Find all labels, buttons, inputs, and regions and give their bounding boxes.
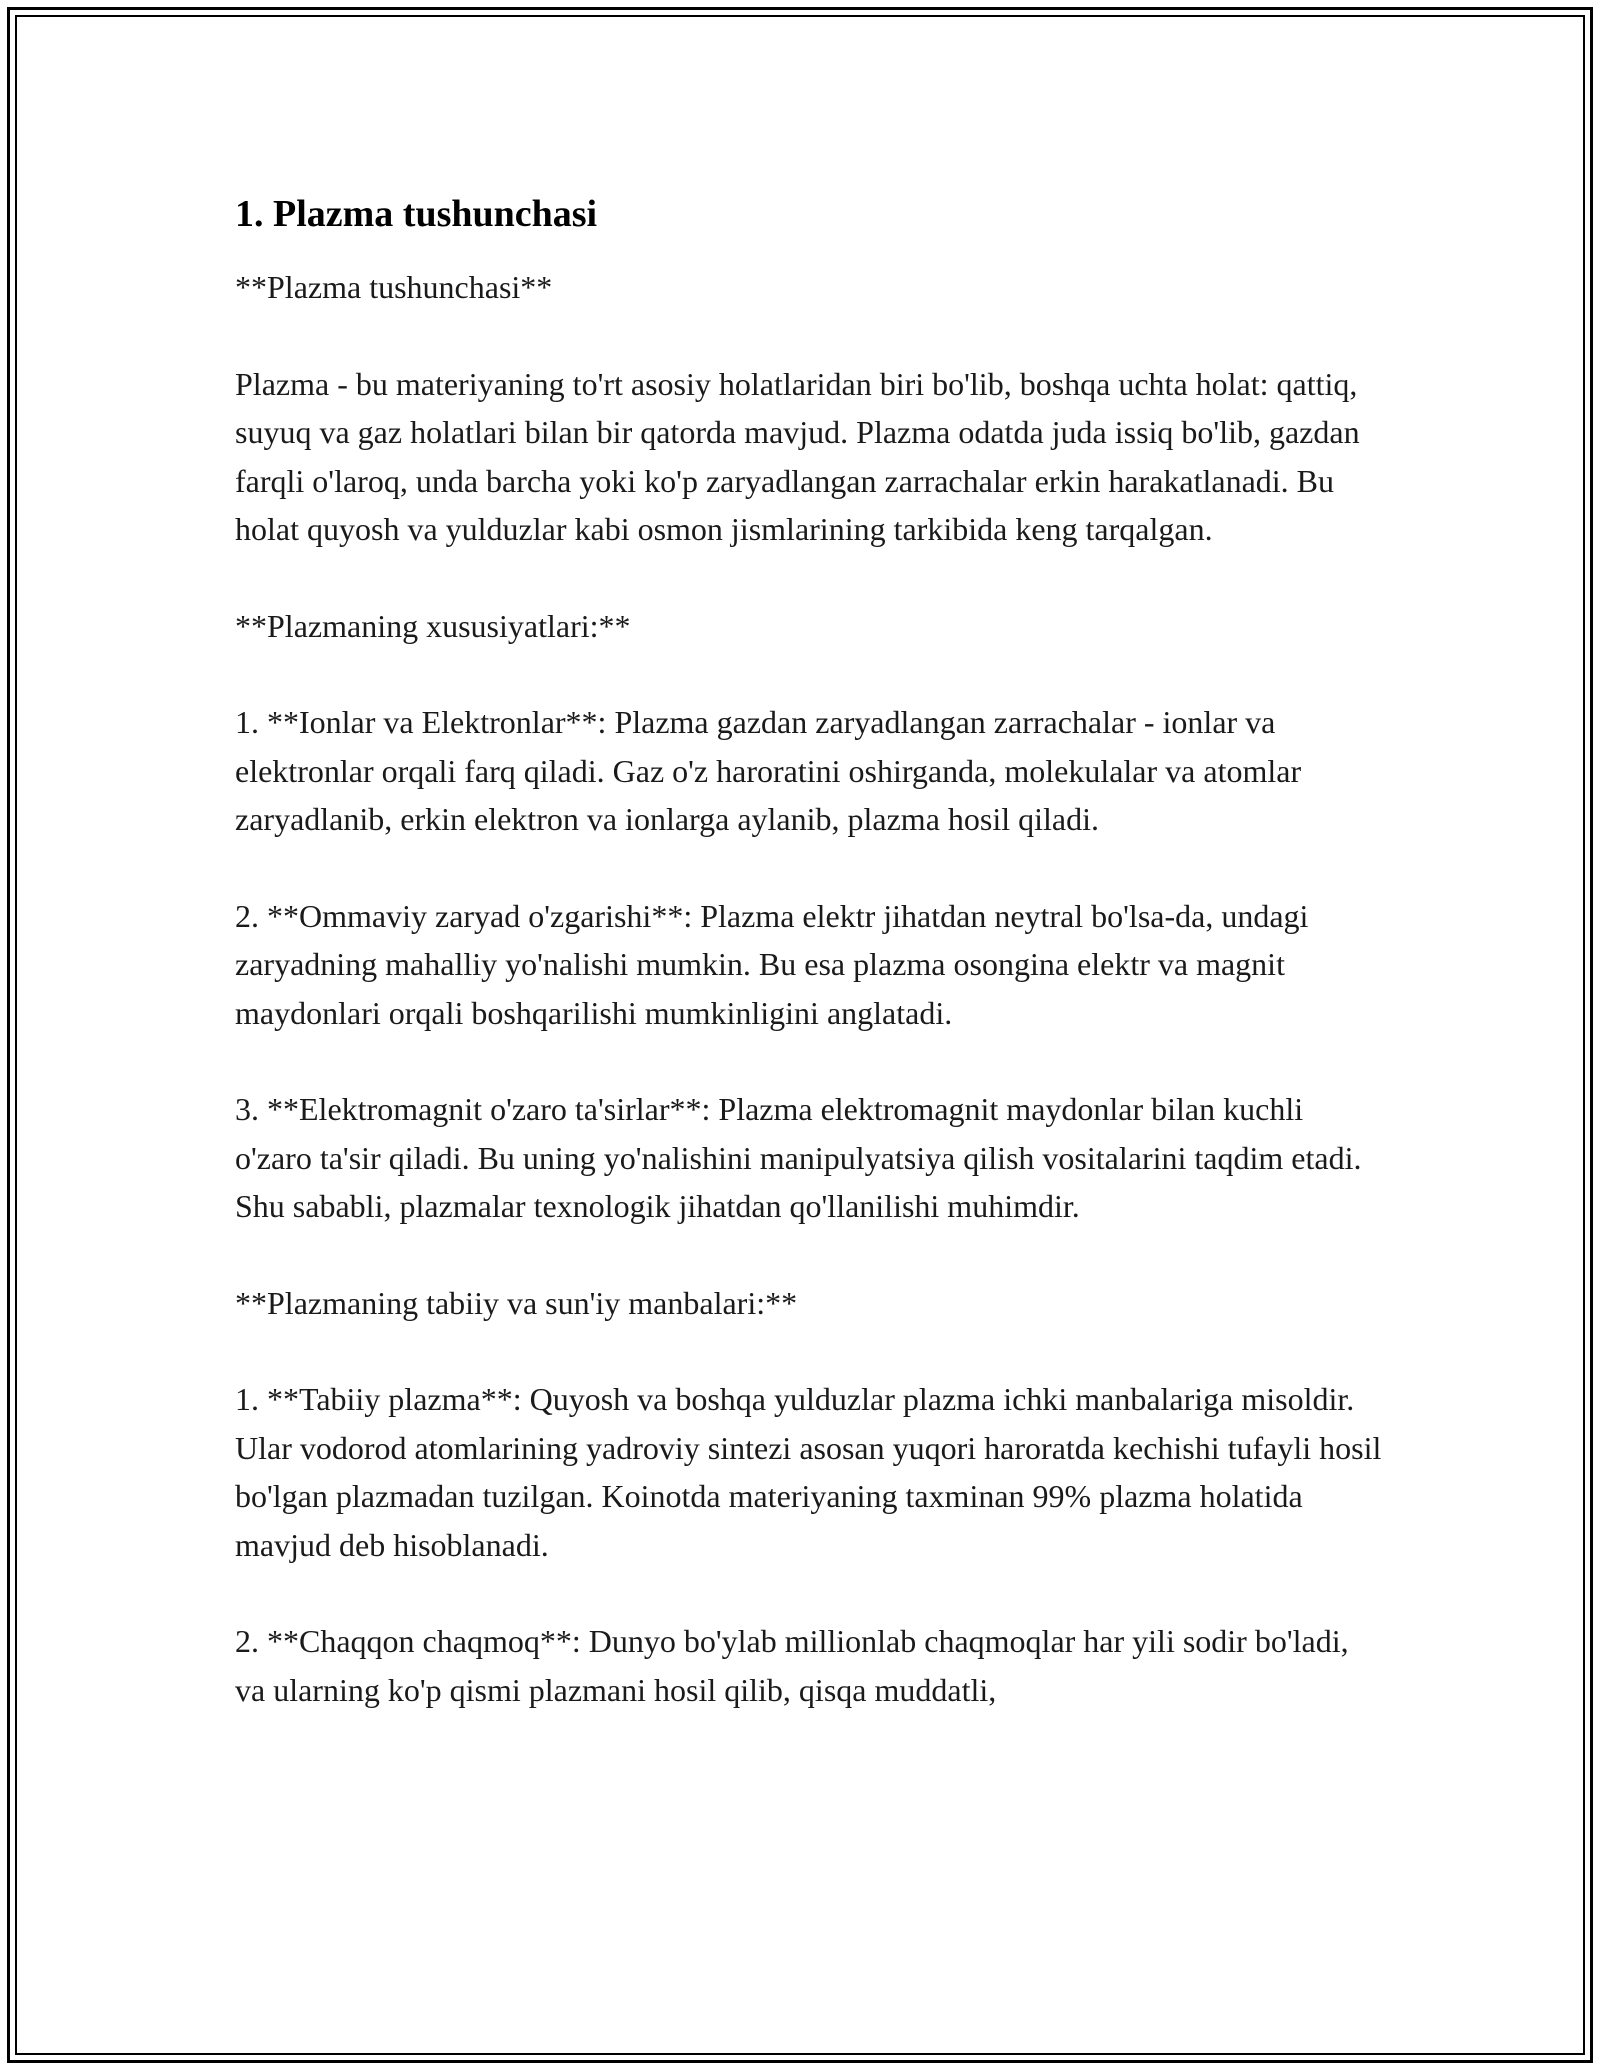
- paragraph-sources-heading: **Plazmaning tabiiy va sun'iy manbalari:**: [235, 1284, 798, 1321]
- paragraph-properties-heading: **Plazmaning xususiyatlari:**: [235, 607, 631, 644]
- paragraph-source-2: 2. **Chaqqon chaqmoq**: Dunyo bo'ylab millionlab chaqmoqlar har yili sodir bo'ladi, va ularning ko'p qismi plazmani hosil qilib, qisqa muddatli,: [235, 1623, 1349, 1708]
- paragraph-subtitle: **Plazma tushunchasi**: [235, 269, 553, 305]
- paragraph-property-3: 3. **Elektromagnit o'zaro ta'sirlar**: Plazma elektromagnit maydonlar bilan kuchli o'zaro ta'sir qiladi. Bu uning yo'nalishini manipulyatsiya qilish vositalarini taqdim etadi. Shu sababli, plazmalar texnologik jihatdan qo'llanilishi muhimdir.: [235, 1091, 1362, 1224]
- document-title: 1. Plazma tushunchasi: [235, 193, 598, 235]
- paragraph-intro: Plazma - bu materiyaning to'rt asosiy holatlaridan biri bo'lib, boshqa uchta holat: qattiq, suyuq va gaz holatlari bilan bir qatorda mavjud. Plazma odatda juda issiq bo'lib, gazdan farqli o'laroq, unda barcha yoki ko'p zaryadlangan zarrachalar erkin harakatlanadi. Bu holat quyosh va yulduzlar kabi osmon jismlarining tarkibida keng tarqalgan.: [235, 365, 1360, 547]
- paragraph-property-2: 2. **Ommaviy zaryad o'zgarishi**: Plazma elektr jihatdan neytral bo'lsa-da, undagi zaryadning mahalliy yo'nalishi mumkin. Bu esa plazma osongina elektr va magnit maydonlari orqali boshqarilishi mumkinligini anglatadi.: [235, 897, 1309, 1031]
- paragraph-property-1: 1. **Ionlar va Elektronlar**: Plazma gazdan zaryadlangan zarrachalar - ionlar va elektronlar orqali farq qiladi. Gaz o'z haroratini oshirganda, molekulalar va atomlar zaryadlanib, erkin elektron va ionlarga aylanib, plazma hosil qiladi.: [235, 704, 1302, 837]
- paragraph-source-1: 1. **Tabiiy plazma**: Quyosh va boshqa yulduzlar plazma ichki manbalariga misoldir. Ular vodorod atomlarining yadroviy sintezi asosan yuqori haroratda kechishi tufayli hosil bo'lgan plazmadan tuzilgan. Koinotda materiyaning taxminan 99% plazma holatida mavjud deb hisoblanadi.: [235, 1381, 1382, 1563]
- document-body: [235, 185, 1385, 1714]
